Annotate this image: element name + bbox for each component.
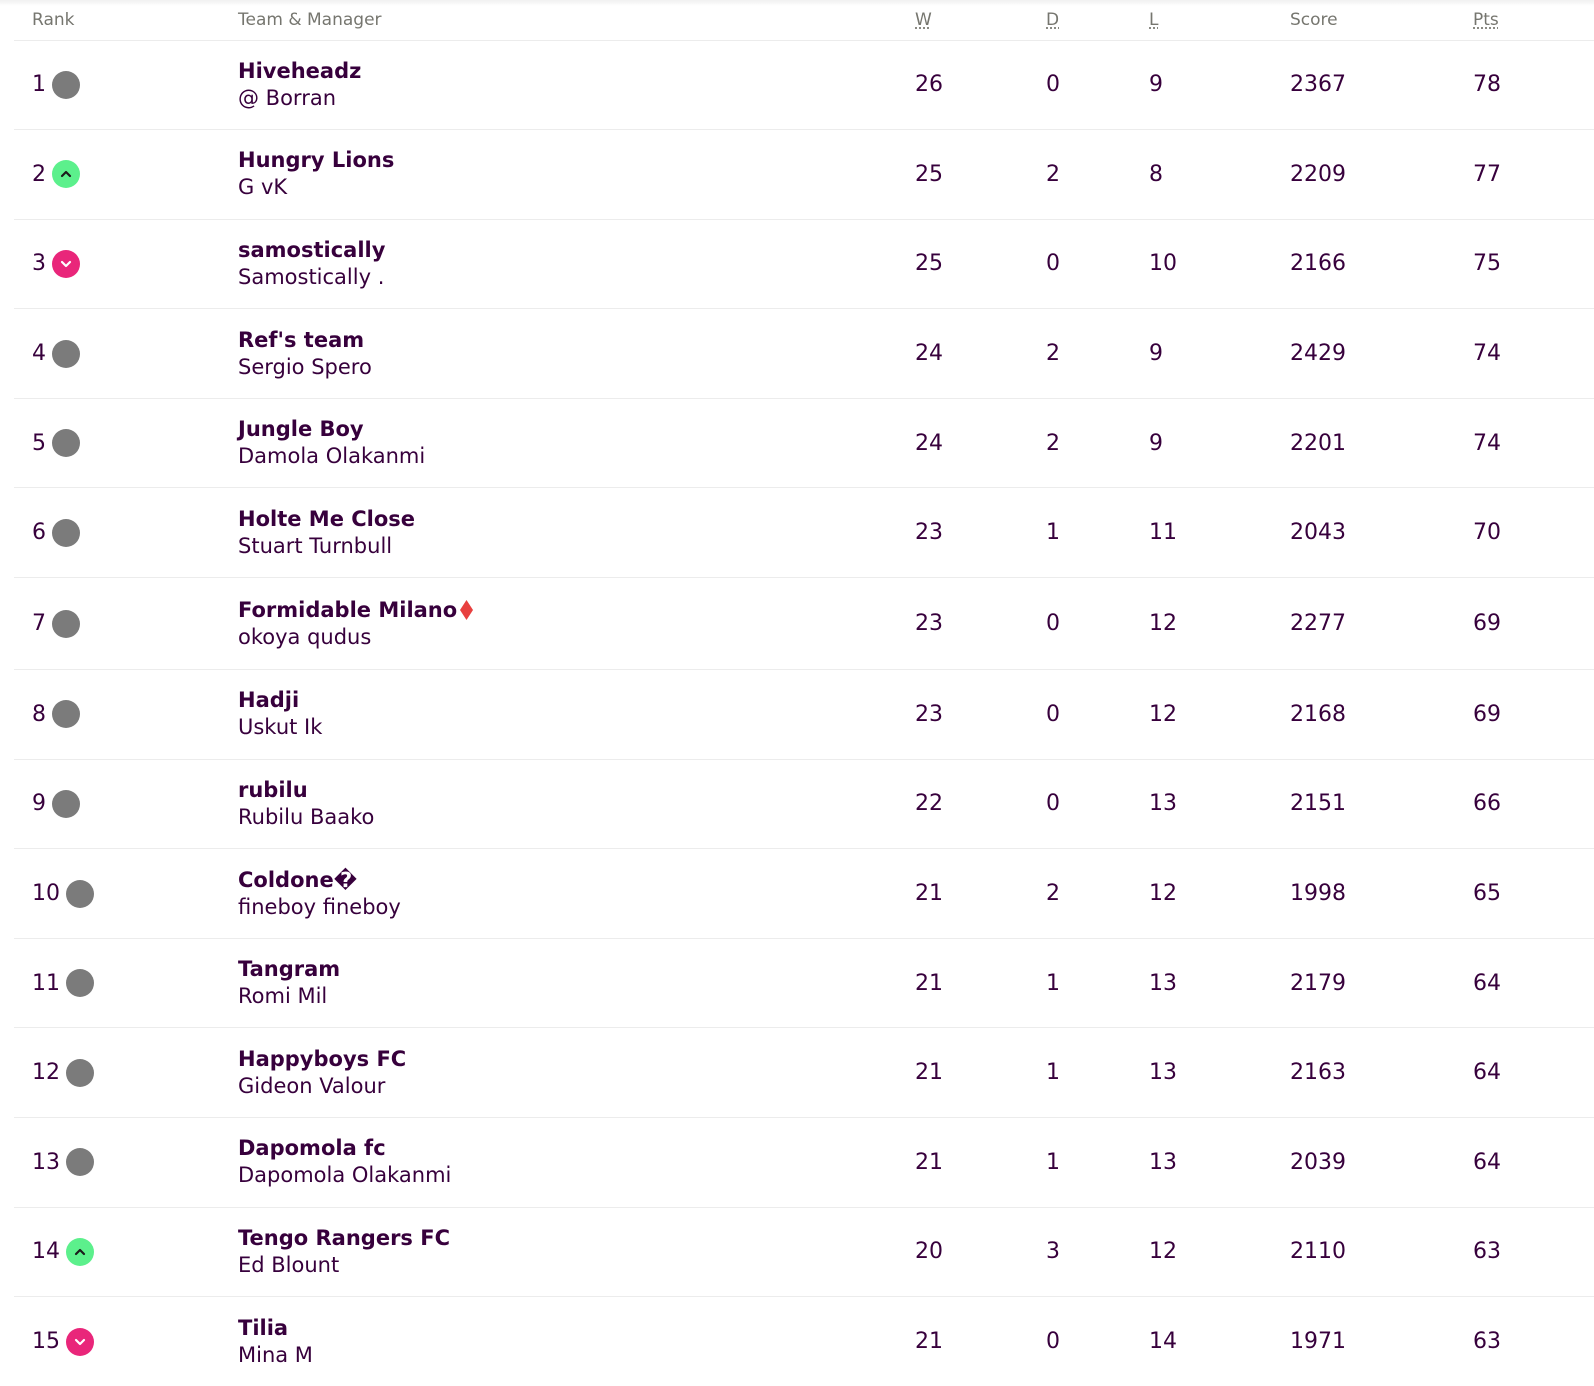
movement-same-indicator	[52, 790, 80, 818]
points-cell: 64	[1415, 1118, 1594, 1208]
manager-name: @ Borran	[238, 85, 337, 110]
losses-cell: 12	[1125, 1207, 1245, 1297]
standings-body	[14, 40, 1594, 1386]
losses-cell: 9	[1125, 398, 1245, 488]
movement-up-indicator	[52, 160, 80, 188]
score-cell: 2209	[1245, 130, 1415, 220]
movement-same-indicator	[66, 1059, 94, 1087]
rank-cell	[14, 488, 224, 578]
table-row-7	[14, 578, 1594, 670]
rank-wrap	[32, 880, 224, 908]
manager-name: Gideon Valour	[238, 1073, 386, 1098]
team-manager-cell	[224, 40, 893, 130]
team-manager-cell	[224, 1118, 893, 1208]
rank-number: 4	[32, 341, 46, 367]
score-cell: 2163	[1245, 1028, 1415, 1118]
losses-cell: 13	[1125, 1118, 1245, 1208]
draws-cell: 0	[1015, 759, 1125, 849]
movement-same-indicator	[52, 71, 80, 99]
score-cell: 2168	[1245, 670, 1415, 760]
draws-cell: 0	[1046, 1329, 1060, 1355]
points-cell: 64	[1415, 1028, 1594, 1118]
rank-wrap	[32, 71, 224, 99]
header-rank	[14, 0, 224, 40]
header-score	[1245, 0, 1415, 40]
table-row-13	[14, 1118, 1594, 1208]
chevron-down-icon	[59, 257, 73, 271]
team-name-link[interactable]	[238, 506, 893, 533]
rank-number: 5	[32, 430, 46, 456]
team-name[interactable]: Coldone�	[238, 867, 358, 892]
league-standings-table	[14, 0, 1594, 1386]
table-row-14	[14, 1207, 1594, 1297]
points-cell: 74	[1415, 309, 1594, 399]
movement-same-indicator	[66, 969, 94, 997]
rank-wrap	[32, 250, 224, 278]
rank-number: 2	[32, 161, 46, 187]
manager-name: Ed Blount	[238, 1252, 340, 1277]
team-manager-cell	[224, 670, 893, 760]
points-cell: 65	[1415, 849, 1594, 939]
movement-down-indicator	[52, 250, 80, 278]
table-row-10	[14, 849, 1594, 939]
header-rank-label: Rank	[32, 9, 75, 30]
wins-cell: 23	[893, 488, 1015, 578]
rank-number: 15	[32, 1329, 60, 1355]
team-manager-cell	[224, 130, 893, 220]
rank-cell	[14, 1028, 224, 1118]
rank-wrap	[32, 1238, 224, 1266]
draws-cell: 0	[1015, 670, 1125, 760]
table-row-15	[14, 1297, 1594, 1386]
manager-name: G vK	[238, 175, 288, 200]
header-draws[interactable]	[1015, 0, 1125, 40]
header-wins[interactable]	[893, 0, 1015, 40]
manager-name: okoya qudus	[238, 624, 372, 649]
table-row-8	[14, 670, 1594, 760]
draws-cell: 0	[1015, 219, 1125, 309]
rank-wrap	[32, 790, 224, 818]
table-row-6	[14, 488, 1594, 578]
draws-cell: 1	[1015, 488, 1125, 578]
rank-number: 13	[32, 1149, 60, 1175]
movement-same-indicator	[52, 700, 80, 728]
score-cell: 2179	[1245, 938, 1415, 1028]
movement-same-indicator	[52, 519, 80, 547]
rank-wrap	[32, 1328, 224, 1356]
rank-cell	[14, 938, 224, 1028]
wins-cell: 25	[893, 130, 1015, 220]
losses-cell: 13	[1125, 938, 1245, 1028]
header-team-manager	[224, 0, 893, 40]
draws-cell: 1	[1015, 1118, 1125, 1208]
losses-cell: 12	[1125, 849, 1245, 939]
table-row-3	[14, 219, 1594, 309]
losses-cell: 9	[1125, 309, 1245, 399]
wins-cell: 21	[915, 1329, 943, 1355]
rank-cell	[14, 578, 224, 670]
team-name-link[interactable]	[238, 327, 893, 354]
rank-cell	[14, 1118, 224, 1208]
manager-name: Sergio Spero	[238, 354, 372, 379]
team-manager-cell	[224, 938, 893, 1028]
score-cell: 2166	[1245, 219, 1415, 309]
rank-wrap	[32, 610, 224, 638]
points-cell: 75	[1415, 219, 1594, 309]
team-manager-cell	[224, 309, 893, 399]
team-name-link[interactable]	[238, 147, 893, 174]
team-name-link[interactable]	[238, 58, 893, 85]
rank-cell	[14, 309, 224, 399]
losses-cell: 11	[1125, 488, 1245, 578]
team-name-link[interactable]	[238, 237, 893, 264]
rank-cell	[14, 130, 224, 220]
header-wins-label[interactable]: W	[915, 9, 932, 30]
team-manager-cell	[224, 1207, 893, 1297]
team-name-link[interactable]	[238, 867, 893, 894]
movement-same-indicator	[52, 610, 80, 638]
rank-number: 8	[32, 701, 46, 727]
team-manager-cell	[224, 849, 893, 939]
wins-cell: 21	[893, 849, 1015, 939]
draws-cell: 2	[1015, 849, 1125, 939]
header-points-label[interactable]: Pts	[1473, 9, 1499, 30]
table-row-2	[14, 130, 1594, 220]
team-name-link[interactable]	[238, 687, 893, 714]
rank-wrap	[32, 1059, 224, 1087]
team-name[interactable]: Tangram	[238, 957, 341, 982]
rank-wrap	[32, 969, 224, 997]
rank-number: 9	[32, 791, 46, 817]
score-cell: 2367	[1245, 40, 1415, 130]
wins-cell: 23	[893, 670, 1015, 760]
wins-cell: 24	[893, 398, 1015, 488]
team-name[interactable]: rubilu	[238, 777, 308, 802]
points-cell: 77	[1415, 130, 1594, 220]
draws-cell: 1	[1015, 1028, 1125, 1118]
wins-cell: 21	[893, 1118, 1015, 1208]
rank-cell	[14, 759, 224, 849]
rank-number: 11	[32, 970, 60, 996]
draws-cell: 2	[1015, 309, 1125, 399]
rank-cell	[14, 219, 224, 309]
score-cell: 2201	[1245, 398, 1415, 488]
table-row-5	[14, 398, 1594, 488]
header-points[interactable]	[1415, 0, 1594, 40]
team-name[interactable]: Hiveheadz	[238, 58, 362, 83]
chevron-up-icon	[59, 167, 73, 181]
losses-cell: 10	[1125, 219, 1245, 309]
rank-cell	[14, 1297, 224, 1386]
losses-cell: 13	[1125, 1028, 1245, 1118]
chevron-up-icon	[73, 1245, 87, 1259]
team-name[interactable]: Happyboys FC	[238, 1046, 407, 1071]
team-name-link[interactable]	[238, 956, 893, 983]
team-name-link[interactable]	[238, 1135, 893, 1162]
table-row-4	[14, 309, 1594, 399]
manager-name: Samostically .	[238, 264, 385, 289]
losses-cell: 12	[1125, 670, 1245, 760]
diamond-icon	[460, 600, 473, 620]
team-manager-cell	[224, 398, 893, 488]
rank-wrap	[32, 429, 224, 457]
rank-cell	[14, 40, 224, 130]
team-name[interactable]: Hungry Lions	[238, 148, 395, 173]
rank-cell	[14, 670, 224, 760]
team-name[interactable]: Holte Me Close	[238, 506, 416, 531]
manager-name: Dapomola Olakanmi	[238, 1163, 452, 1188]
manager-name: fineboy fineboy	[238, 894, 401, 919]
team-manager-cell	[224, 488, 893, 578]
table-row-1	[14, 40, 1594, 130]
rank-number: 7	[32, 611, 46, 637]
score-cell: 2110	[1245, 1207, 1415, 1297]
manager-name: Romi Mil	[238, 984, 328, 1009]
chevron-down-icon	[73, 1335, 87, 1349]
rank-wrap	[32, 340, 224, 368]
points-cell: 64	[1415, 938, 1594, 1028]
wins-cell: 23	[893, 578, 1015, 670]
movement-down-indicator	[66, 1328, 94, 1356]
team-name[interactable]: Tilia	[238, 1315, 289, 1340]
rank-wrap	[32, 160, 224, 188]
rank-cell	[14, 1207, 224, 1297]
score-cell: 1971	[1290, 1329, 1346, 1355]
points-cell: 69	[1415, 578, 1594, 670]
team-name[interactable]: Dapomola fc	[238, 1136, 386, 1161]
losses-cell: 9	[1125, 40, 1245, 130]
team-manager-cell	[224, 578, 893, 670]
team-name-link[interactable]	[238, 777, 893, 804]
movement-same-indicator	[52, 340, 80, 368]
draws-cell: 2	[1015, 398, 1125, 488]
manager-name: Rubilu Baako	[238, 804, 375, 829]
wins-cell: 25	[893, 219, 1015, 309]
score-cell: 2429	[1245, 309, 1415, 399]
team-name-link[interactable]	[238, 416, 893, 443]
wins-cell: 20	[893, 1207, 1015, 1297]
team-manager-cell	[224, 759, 893, 849]
wins-cell: 21	[893, 1028, 1015, 1118]
losses-cell: 13	[1125, 759, 1245, 849]
rank-cell	[14, 849, 224, 939]
team-name[interactable]: samostically	[238, 237, 386, 262]
manager-name: Damola Olakanmi	[238, 444, 426, 469]
team-name-link[interactable]	[238, 597, 893, 624]
table-row-12	[14, 1028, 1594, 1118]
header-row	[14, 0, 1594, 40]
score-cell: 1998	[1245, 849, 1415, 939]
manager-name: Stuart Turnbull	[238, 533, 393, 558]
points-cell: 78	[1415, 40, 1594, 130]
team-name-link[interactable]	[238, 1225, 893, 1252]
manager-name: Mina M	[238, 1342, 313, 1367]
header-score-label: Score	[1290, 9, 1338, 30]
header-team-manager-label: Team & Manager	[238, 9, 382, 30]
table-row-11	[14, 938, 1594, 1028]
losses-cell: 12	[1125, 578, 1245, 670]
draws-cell: 0	[1015, 40, 1125, 130]
points-cell: 70	[1415, 488, 1594, 578]
rank-number: 10	[32, 881, 60, 907]
team-name[interactable]: Ref's team	[238, 327, 365, 352]
team-name[interactable]: Jungle Boy	[238, 417, 364, 442]
points-cell: 69	[1415, 670, 1594, 760]
team-name[interactable]: Formidable Milano	[238, 597, 458, 622]
header-losses[interactable]	[1125, 0, 1245, 40]
rank-wrap	[32, 1148, 224, 1176]
team-name-link[interactable]	[238, 1046, 893, 1073]
team-manager-cell	[224, 219, 893, 309]
header-losses-label[interactable]: L	[1149, 9, 1159, 30]
score-cell: 2039	[1245, 1118, 1415, 1208]
score-cell: 2277	[1245, 578, 1415, 670]
rank-number: 14	[32, 1239, 60, 1265]
losses-cell: 14	[1149, 1329, 1177, 1355]
points-cell: 63	[1473, 1329, 1501, 1355]
wins-cell: 24	[893, 309, 1015, 399]
draws-cell: 1	[1015, 938, 1125, 1028]
team-name-link[interactable]	[238, 1315, 893, 1342]
rank-number: 1	[32, 72, 46, 98]
rank-number: 6	[32, 520, 46, 546]
manager-name: Uskut Ik	[238, 715, 323, 740]
draws-cell: 3	[1015, 1207, 1125, 1297]
rank-number: 12	[32, 1060, 60, 1086]
score-cell: 2043	[1245, 488, 1415, 578]
team-name[interactable]: Tengo Rangers FC	[238, 1225, 450, 1250]
wins-cell: 22	[893, 759, 1015, 849]
standings-header	[14, 0, 1594, 40]
wins-cell: 21	[893, 938, 1015, 1028]
draws-cell: 0	[1015, 578, 1125, 670]
movement-same-indicator	[66, 1148, 94, 1176]
rank-cell	[14, 398, 224, 488]
rank-number: 3	[32, 251, 46, 277]
draws-cell: 2	[1015, 130, 1125, 220]
wins-cell: 26	[893, 40, 1015, 130]
table-row-9	[14, 759, 1594, 849]
rank-wrap	[32, 519, 224, 547]
team-name[interactable]: Hadji	[238, 688, 300, 713]
rank-wrap	[32, 700, 224, 728]
team-manager-cell	[224, 1297, 893, 1386]
movement-same-indicator	[52, 429, 80, 457]
header-draws-label[interactable]: D	[1046, 9, 1060, 30]
points-cell: 74	[1415, 398, 1594, 488]
points-cell: 66	[1415, 759, 1594, 849]
team-manager-cell	[224, 1028, 893, 1118]
score-cell: 2151	[1245, 759, 1415, 849]
losses-cell: 8	[1125, 130, 1245, 220]
points-cell: 63	[1415, 1207, 1594, 1297]
movement-up-indicator	[66, 1238, 94, 1266]
movement-same-indicator	[66, 880, 94, 908]
